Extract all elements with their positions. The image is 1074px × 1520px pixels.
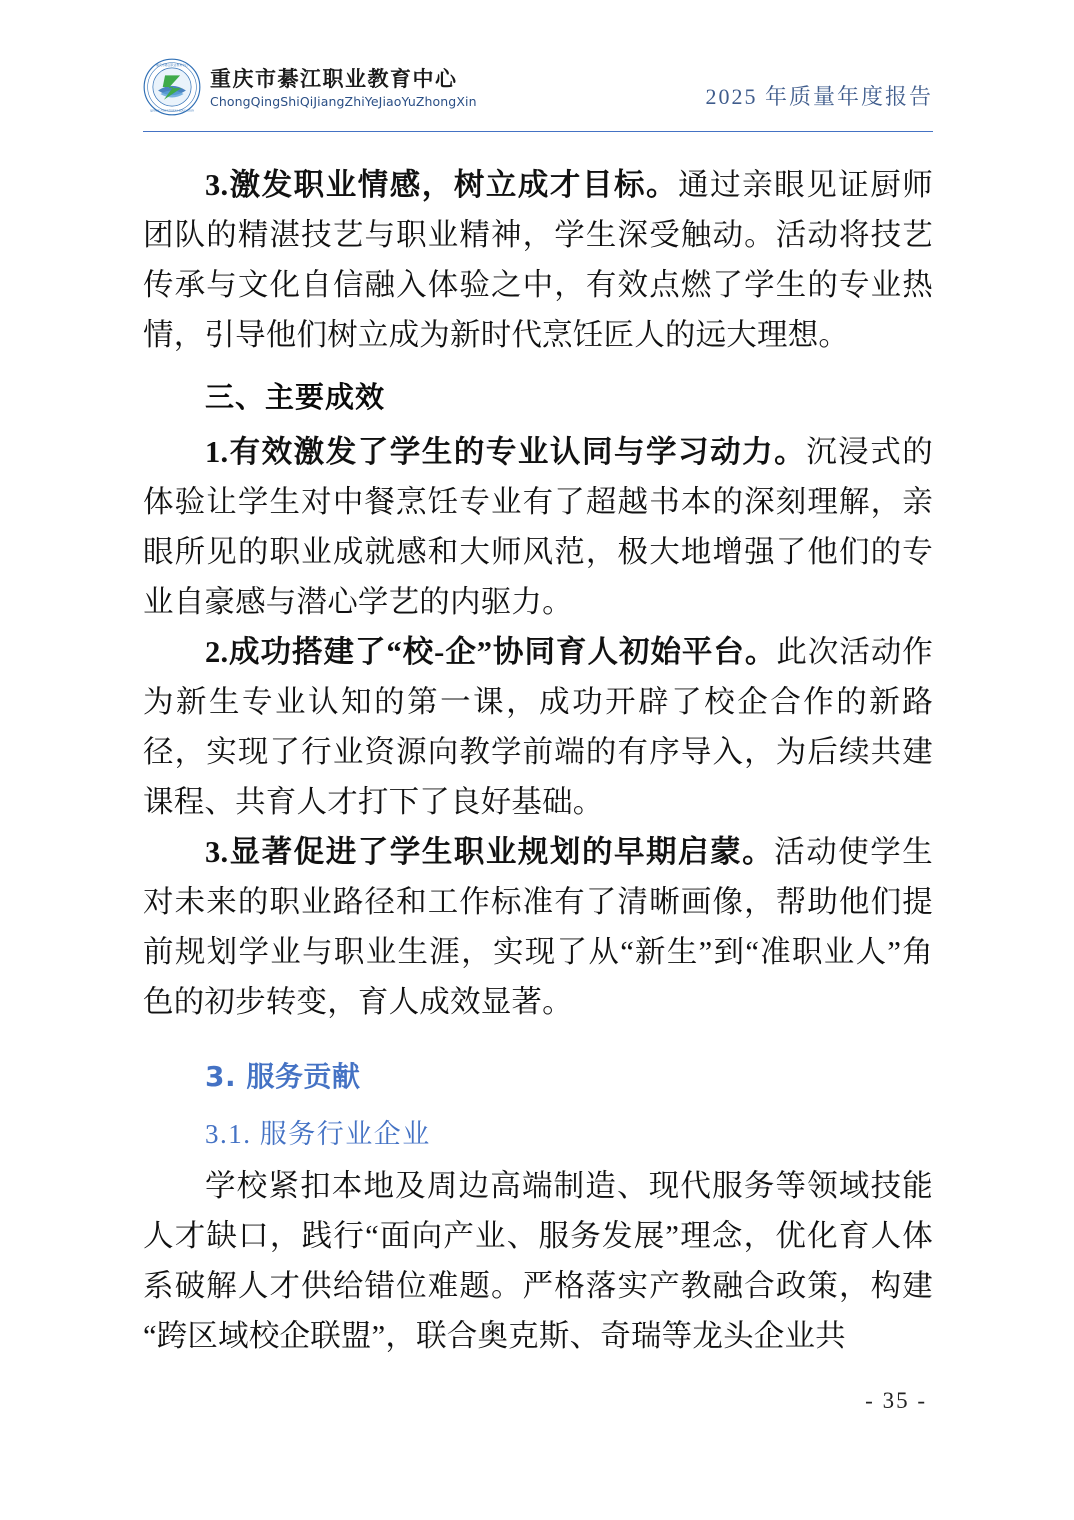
paragraph-career-emotion — [143, 160, 933, 360]
heading-main-achievements: 三、主要成效 — [205, 380, 386, 414]
heading-service-industry-enterprises: 3.1. 服务行业企业 — [205, 1119, 431, 1149]
paragraph-achievement-3 — [143, 827, 933, 1027]
paragraph-body: 活动使学生对未来的职业路径和工作标准有了清晰画像，帮助他们提前规划学业与职业生涯，实现了从“新生”到“准职业人”角色的初步转变，育人成效显著。 — [143, 835, 934, 1019]
school-brand-text — [210, 65, 477, 109]
header-divider — [143, 131, 933, 132]
page-footer — [143, 1388, 933, 1414]
paragraph-body: 通过亲眼见证厨师团队的精湛技艺与职业精神，学生深受触动。活动将技艺传承与文化自信融入体验之中，有效点燃了学生的专业热情，引导他们树立成为新时代烹饪匠人的远大理想。 — [143, 168, 933, 352]
paragraph-body: 沉浸式的体验让学生对中餐烹饪专业有了超越书本的深刻理解，亲眼所见的职业成就感和大师风范，极大地增强了他们的专业自豪感与潜心学艺的内驱力。 — [143, 435, 934, 619]
paragraph-achievement-1 — [143, 427, 933, 627]
svg-text:QIJIANG VOCATIONAL EDUCATION: QIJIANG VOCATIONAL EDUCATION — [150, 109, 194, 113]
page-header — [143, 58, 933, 136]
paragraph-lead: 3.激发职业情感，树立成才目标。 — [205, 168, 679, 202]
svg-text:重庆市綦江职业教育中心: 重庆市綦江职业教育中心 — [156, 63, 188, 68]
document-content — [143, 160, 933, 1361]
page-number: - 35 - — [865, 1388, 927, 1413]
paragraph-lead: 1.有效激发了学生的专业认同与学习动力。 — [205, 435, 807, 469]
school-brand — [143, 58, 477, 116]
school-name: 重庆市綦江职业教育中心 — [210, 66, 458, 91]
school-pinyin: ChongQingShiQiJiangZhiYeJiaoYuZhongXin — [210, 94, 477, 110]
paragraph-lead: 2.成功搭建了“校-企”协同育人初始平台。 — [205, 635, 777, 669]
heading-service-contribution: 3. 服务贡献 — [205, 1060, 361, 1093]
report-title: 2025 年质量年度报告 — [705, 84, 933, 109]
paragraph-service-industry: 学校紧扣本地及周边高端制造、现代服务等领域技能人才缺口，践行“面向产业、服务发展”理念，优化育人体系破解人才供给错位难题。严格落实产教融合政策，构建“跨区域校企联盟”，联合奥克斯、奇瑞等龙头企业共 — [143, 1169, 933, 1353]
school-crest-icon — [143, 58, 201, 116]
paragraph-lead: 3.显著促进了学生职业规划的早期启蒙。 — [205, 835, 775, 869]
paragraph-achievement-2 — [143, 627, 933, 827]
paragraph-body: 此次活动作为新生专业认知的第一课，成功开辟了校企合作的新路径，实现了行业资源向教学前端的有序导入，为后续共建课程、共育人才打下了良好基础。 — [143, 635, 934, 819]
